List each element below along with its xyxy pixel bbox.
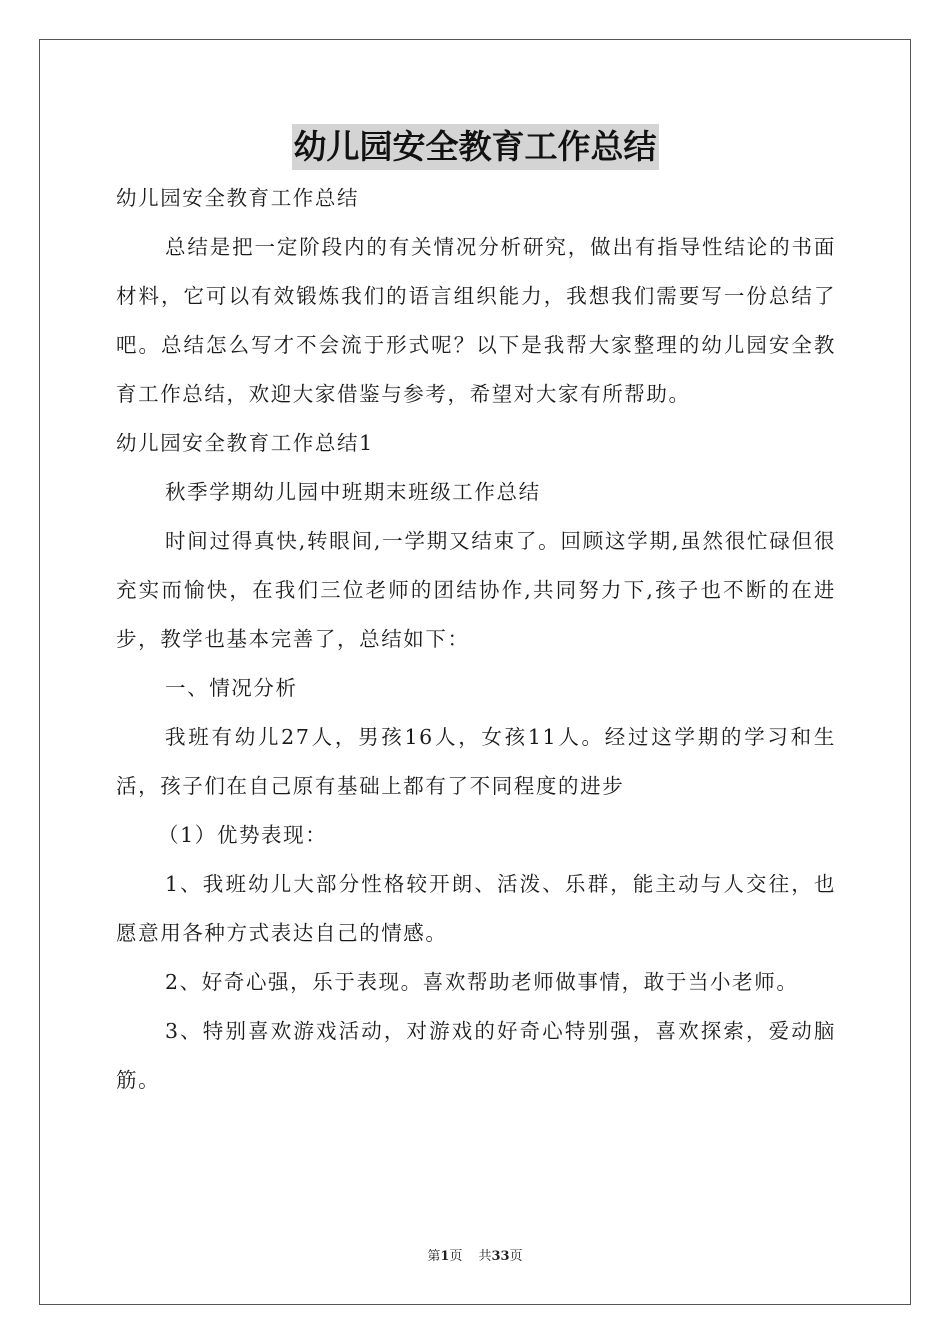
document-title: 幼儿园安全教育工作总结 — [292, 124, 659, 170]
page-suffix: 页 — [449, 1249, 463, 1264]
current-page-number: 1 — [440, 1249, 450, 1264]
list-item: 3、特别喜欢游戏活动，对游戏的好奇心特别强，喜欢探索，爱动脑筋。 — [116, 1019, 836, 1092]
total-prefix: 共 — [478, 1249, 492, 1264]
list-item: 2、好奇心强，乐于表现。喜欢帮助老师做事情，敢于当小老师。 — [165, 970, 799, 994]
title-container — [0, 124, 950, 170]
strengths-heading: （1）优势表现： — [158, 823, 328, 847]
section-heading: 幼儿园安全教育工作总结1 — [116, 431, 374, 455]
page-footer — [0, 1245, 950, 1264]
summary-paragraph: 时间过得真快,转眼间,一学期又结束了。回顾这学期,虽然很忙碌但很充实而愉快，在我们三位老师的团结协作,共同努力下,孩子也不断的在进步，教学也基本完善了，总结如下： — [116, 529, 836, 651]
situation-heading: 一、情况分析 — [165, 676, 298, 700]
page-prefix: 第 — [427, 1249, 441, 1264]
total-page-count: 33 — [491, 1249, 510, 1264]
intro-paragraph: 总结是把一定阶段内的有关情况分析研究，做出有指导性结论的书面材料，它可以有效锻炼我们的语言组织能力，我想我们需要写一份总结了吧。总结怎么写才不会流于形式呢？以下是我帮大家整理的幼儿园安全教育工作总结，欢迎大家借鉴与参考，希望对大家有所帮助。 — [116, 235, 836, 406]
subtitle-paragraph: 幼儿园安全教育工作总结 — [116, 186, 360, 210]
list-item: 1、我班幼儿大部分性格较开朗、活泼、乐群，能主动与人交往，也愿意用各种方式表达自己的情感。 — [116, 872, 836, 945]
report-title-paragraph: 秋季学期幼儿园中班期末班级工作总结 — [165, 480, 541, 504]
class-info-paragraph: 我班有幼儿27人，男孩16人，女孩11人。经过这学期的学习和生活，孩子们在自己原有基础上都有了不同程度的进步 — [116, 725, 836, 798]
document-body — [116, 174, 836, 1105]
total-suffix: 页 — [509, 1249, 523, 1264]
